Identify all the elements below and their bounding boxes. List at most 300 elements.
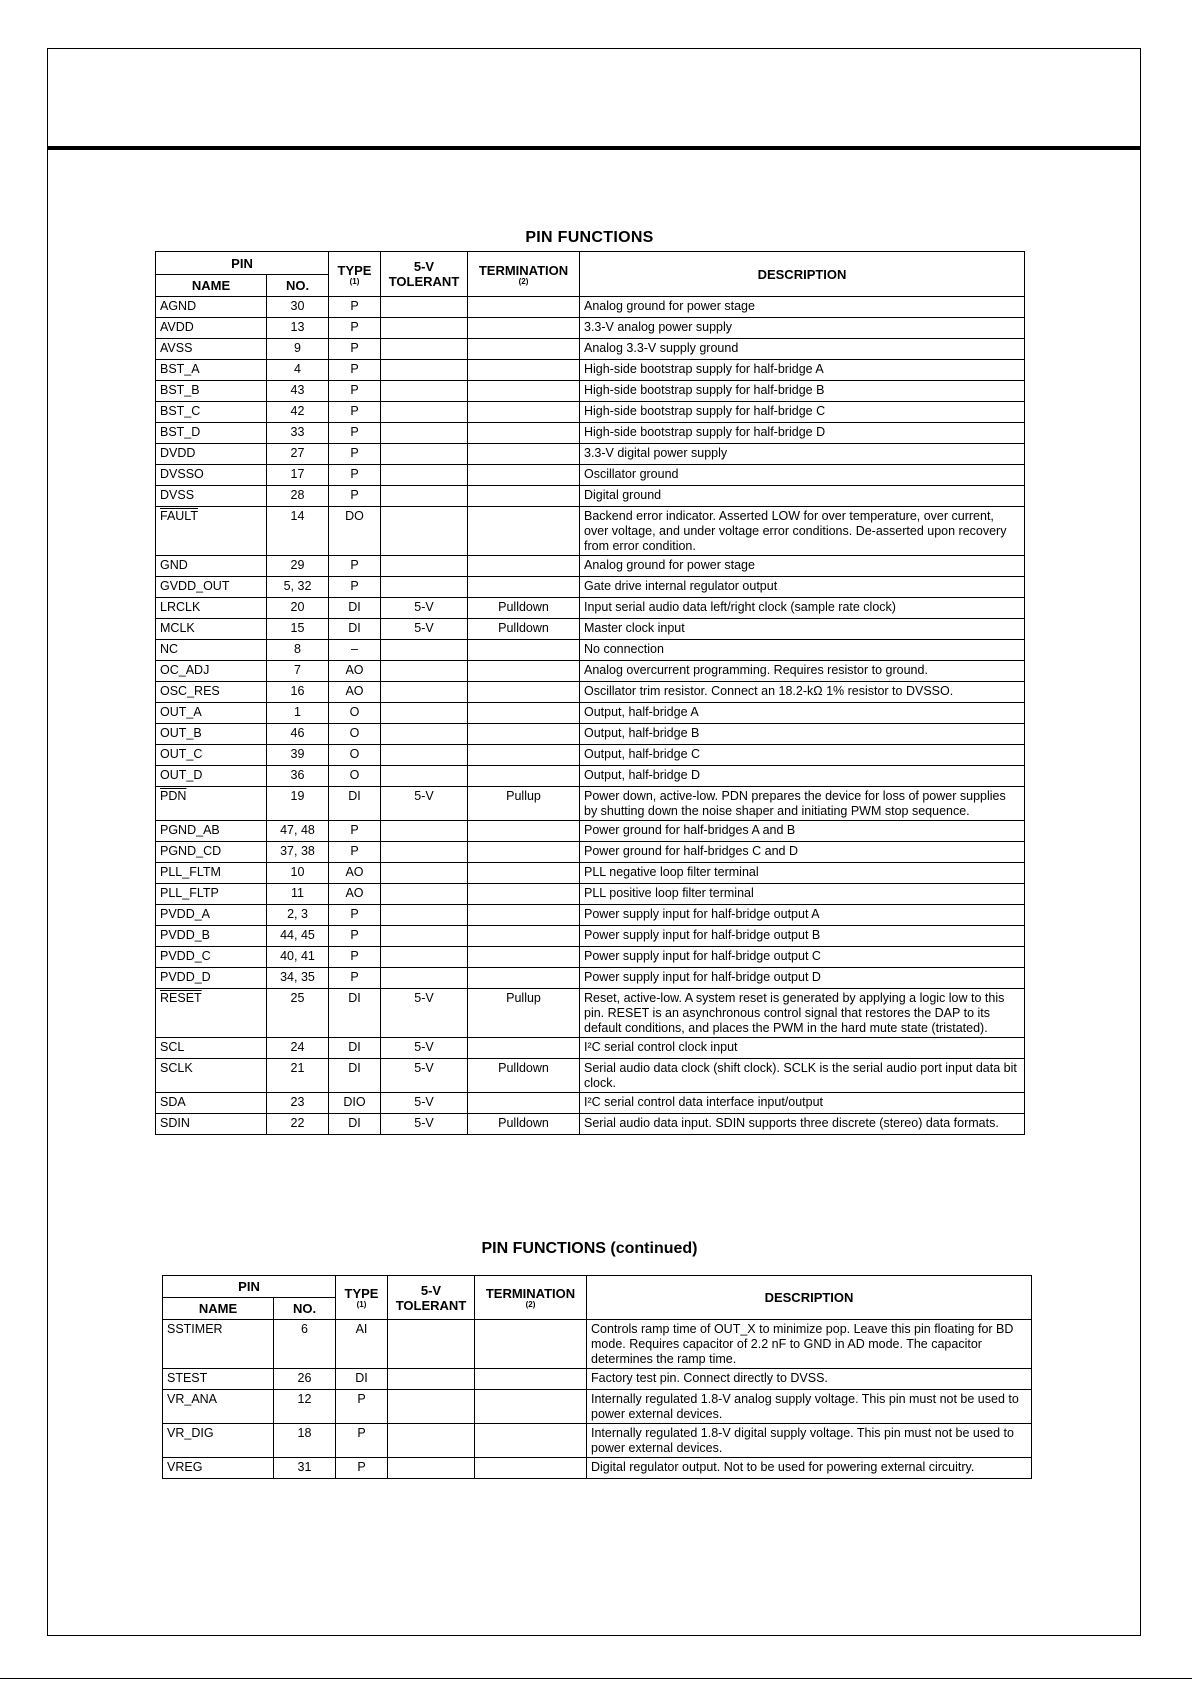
- description-cell: Factory test pin. Connect directly to DVSS.: [587, 1369, 1032, 1390]
- pin-number-cell: 28: [267, 486, 329, 507]
- table-row: [156, 745, 1025, 766]
- pin-name-cell: BST_B: [156, 381, 267, 402]
- tolerant-cell: [381, 297, 468, 318]
- tolerant-cell: [381, 863, 468, 884]
- tolerant-cell: [381, 556, 468, 577]
- header-name: NAME: [163, 1298, 274, 1320]
- description-cell: Power ground for half-bridges C and D: [580, 842, 1025, 863]
- tolerant-cell: [388, 1320, 475, 1369]
- pin-type-cell: DI: [329, 598, 381, 619]
- pin-number-cell: 22: [267, 1114, 329, 1135]
- description-cell: 3.3-V analog power supply: [580, 318, 1025, 339]
- description-cell: Internally regulated 1.8-V digital supply voltage. This pin must not be used to power external devices.: [587, 1424, 1032, 1458]
- termination-cell: Pulldown: [468, 1114, 580, 1135]
- pin-number-cell: 47, 48: [267, 821, 329, 842]
- termination-cell: [468, 724, 580, 745]
- termination-cell: [475, 1424, 587, 1458]
- tolerant-cell: [381, 402, 468, 423]
- pin-type-cell: DI: [329, 619, 381, 640]
- table-row: [163, 1458, 1032, 1479]
- description-cell: Internally regulated 1.8-V analog supply voltage. This pin must not be used to power external devices.: [587, 1390, 1032, 1424]
- pin-number-cell: 5, 32: [267, 577, 329, 598]
- pin-type-cell: P: [329, 486, 381, 507]
- pin-type-cell: P: [329, 423, 381, 444]
- pin-name-cell: OUT_D: [156, 766, 267, 787]
- tolerant-cell: [381, 703, 468, 724]
- tolerant-cell: [381, 947, 468, 968]
- termination-cell: [468, 381, 580, 402]
- header-rule: [47, 146, 1141, 150]
- pin-number-cell: 9: [267, 339, 329, 360]
- tolerant-cell: 5-V: [381, 1114, 468, 1135]
- pin-name-cell: LRCLK: [156, 598, 267, 619]
- termination-cell: [468, 423, 580, 444]
- description-cell: Power supply input for half-bridge output A: [580, 905, 1025, 926]
- termination-cell: [468, 745, 580, 766]
- pin-name-cell: SDIN: [156, 1114, 267, 1135]
- table-row: [156, 821, 1025, 842]
- table-row: [156, 1038, 1025, 1059]
- table-row: [156, 787, 1025, 821]
- table-row: [156, 682, 1025, 703]
- description-cell: Reset, active-low. A system reset is generated by applying a logic low to this pin. RESET is an asynchronous control signal that restores the DAP to its default conditions, and places the PWM in the hard mute state (tristated).: [580, 989, 1025, 1038]
- tolerant-cell: [381, 318, 468, 339]
- pin-number-cell: 2, 3: [267, 905, 329, 926]
- tolerant-cell: [381, 444, 468, 465]
- tolerant-cell: [381, 486, 468, 507]
- tolerant-cell: [381, 465, 468, 486]
- table-row: [156, 640, 1025, 661]
- pin-type-cell: P: [329, 926, 381, 947]
- pin-type-cell: AO: [329, 884, 381, 905]
- termination-cell: Pulldown: [468, 619, 580, 640]
- table-row: [156, 402, 1025, 423]
- termination-cell: [468, 297, 580, 318]
- table-row: [156, 486, 1025, 507]
- pin-name-cell: DVSS: [156, 486, 267, 507]
- pin-type-cell: P: [329, 947, 381, 968]
- pin-number-cell: 26: [274, 1369, 336, 1390]
- pin-number-cell: 13: [267, 318, 329, 339]
- pin-type-cell: DIO: [329, 1093, 381, 1114]
- pin-name-cell: AVDD: [156, 318, 267, 339]
- table-row: [156, 1059, 1025, 1093]
- pin-type-cell: P: [329, 318, 381, 339]
- pin-type-cell: P: [329, 444, 381, 465]
- table-title: PIN FUNCTIONS: [525, 229, 654, 246]
- termination-cell: Pullup: [468, 787, 580, 821]
- termination-cell: [468, 444, 580, 465]
- description-cell: Power supply input for half-bridge output C: [580, 947, 1025, 968]
- description-cell: Gate drive internal regulator output: [580, 577, 1025, 598]
- table-row: [163, 1320, 1032, 1369]
- termination-cell: [468, 486, 580, 507]
- termination-cell: [468, 318, 580, 339]
- header-type: TYPE (1): [336, 1276, 388, 1320]
- table-row: [156, 968, 1025, 989]
- tolerant-cell: 5-V: [381, 619, 468, 640]
- termination-cell: Pulldown: [468, 1059, 580, 1093]
- description-cell: Output, half-bridge B: [580, 724, 1025, 745]
- tolerant-cell: [381, 905, 468, 926]
- termination-cell: [468, 842, 580, 863]
- pin-name-cell: DVSSO: [156, 465, 267, 486]
- termination-cell: [475, 1390, 587, 1424]
- table-row: [156, 339, 1025, 360]
- pin-type-cell: AI: [336, 1320, 388, 1369]
- pin-number-cell: 31: [274, 1458, 336, 1479]
- description-cell: I²C serial control clock input: [580, 1038, 1025, 1059]
- description-cell: Output, half-bridge A: [580, 703, 1025, 724]
- table-row: [156, 444, 1025, 465]
- pin-type-cell: DO: [329, 507, 381, 556]
- description-cell: Analog ground for power stage: [580, 297, 1025, 318]
- tolerant-cell: [381, 640, 468, 661]
- tolerant-cell: [381, 766, 468, 787]
- table-row: [156, 297, 1025, 318]
- pin-type-cell: DI: [329, 787, 381, 821]
- pin-name-cell: OUT_A: [156, 703, 267, 724]
- termination-cell: [468, 661, 580, 682]
- pin-name-cell: PLL_FLTM: [156, 863, 267, 884]
- tolerant-cell: [381, 724, 468, 745]
- pin-number-cell: 44, 45: [267, 926, 329, 947]
- table-row: [156, 703, 1025, 724]
- termination-cell: [468, 640, 580, 661]
- table-row: [156, 1093, 1025, 1114]
- tolerant-cell: 5-V: [381, 787, 468, 821]
- tolerant-cell: [381, 842, 468, 863]
- tolerant-cell: [388, 1390, 475, 1424]
- pin-name-cell: PVDD_D: [156, 968, 267, 989]
- pin-number-cell: 19: [267, 787, 329, 821]
- table-row: [156, 766, 1025, 787]
- pin-name-cell: PVDD_A: [156, 905, 267, 926]
- pin-number-cell: 36: [267, 766, 329, 787]
- description-cell: PLL negative loop filter terminal: [580, 863, 1025, 884]
- termination-cell: Pullup: [468, 989, 580, 1038]
- table-row: [156, 661, 1025, 682]
- pin-name-cell: SCL: [156, 1038, 267, 1059]
- description-cell: Power supply input for half-bridge output D: [580, 968, 1025, 989]
- tolerant-cell: [381, 661, 468, 682]
- pin-number-cell: 23: [267, 1093, 329, 1114]
- pin-type-cell: P: [329, 905, 381, 926]
- header-description: DESCRIPTION: [587, 1276, 1032, 1320]
- pin-type-cell: O: [329, 724, 381, 745]
- description-cell: Digital regulator output. Not to be used for powering external circuitry.: [587, 1458, 1032, 1479]
- pin-name-cell: $\overline{PDN}$: [156, 787, 267, 821]
- header-name: NAME: [156, 275, 267, 297]
- termination-cell: [475, 1458, 587, 1479]
- pin-name-cell: BST_C: [156, 402, 267, 423]
- pin-number-cell: 25: [267, 989, 329, 1038]
- pin-type-cell: P: [336, 1458, 388, 1479]
- description-cell: Serial audio data input. SDIN supports three discrete (stereo) data formats.: [580, 1114, 1025, 1135]
- tolerant-cell: 5-V: [381, 1059, 468, 1093]
- description-cell: High-side bootstrap supply for half-bridge B: [580, 381, 1025, 402]
- pin-number-cell: 14: [267, 507, 329, 556]
- table-row: [156, 619, 1025, 640]
- pin-type-cell: P: [329, 821, 381, 842]
- pin-number-cell: 33: [267, 423, 329, 444]
- termination-cell: [468, 926, 580, 947]
- header-no: NO.: [274, 1298, 336, 1320]
- bottom-rule: [0, 1678, 1192, 1679]
- table-row: [156, 724, 1025, 745]
- description-cell: Power ground for half-bridges A and B: [580, 821, 1025, 842]
- pin-number-cell: 21: [267, 1059, 329, 1093]
- pin-name-cell: RESET: [156, 989, 267, 1038]
- pin-type-cell: P: [336, 1424, 388, 1458]
- termination-cell: [468, 1093, 580, 1114]
- pin-type-cell: P: [329, 968, 381, 989]
- termination-cell: [468, 577, 580, 598]
- pin-type-cell: P: [329, 577, 381, 598]
- pin-type-cell: P: [329, 842, 381, 863]
- pin-number-cell: 29: [267, 556, 329, 577]
- termination-cell: [468, 339, 580, 360]
- pin-type-cell: AO: [329, 682, 381, 703]
- table-row: [156, 905, 1025, 926]
- pin-name-cell: PVDD_C: [156, 947, 267, 968]
- pin-number-cell: 17: [267, 465, 329, 486]
- tolerant-cell: [381, 423, 468, 444]
- header-termination: TERMINATION (2): [468, 252, 580, 297]
- header-description: DESCRIPTION: [580, 252, 1025, 297]
- termination-cell: [475, 1369, 587, 1390]
- description-cell: Oscillator trim resistor. Connect an 18.2-kΩ 1% resistor to DVSSO.: [580, 682, 1025, 703]
- pin-number-cell: 10: [267, 863, 329, 884]
- table-row: [156, 884, 1025, 905]
- pin-number-cell: 39: [267, 745, 329, 766]
- description-cell: Analog overcurrent programming. Requires resistor to ground.: [580, 661, 1025, 682]
- tolerant-cell: [388, 1424, 475, 1458]
- tolerant-cell: [388, 1458, 475, 1479]
- continued-title: PIN FUNCTIONS (continued): [481, 1240, 698, 1257]
- tolerant-cell: [381, 360, 468, 381]
- pin-name-cell: STEST: [163, 1369, 274, 1390]
- table-row: [156, 465, 1025, 486]
- description-cell: No connection: [580, 640, 1025, 661]
- description-cell: Power down, active-low. PDN prepares the device for loss of power supplies by shutting down the noise shaper and initiating PWM stop sequence.: [580, 787, 1025, 821]
- pin-type-cell: P: [329, 339, 381, 360]
- description-cell: Analog 3.3-V supply ground: [580, 339, 1025, 360]
- pin-functions-table-continued: [162, 1275, 1032, 1479]
- pin-name-cell: OC_ADJ: [156, 661, 267, 682]
- termination-cell: [468, 556, 580, 577]
- header-pin: PIN: [156, 252, 329, 275]
- termination-cell: [468, 821, 580, 842]
- table-row: [163, 1369, 1032, 1390]
- pin-type-cell: P: [329, 402, 381, 423]
- pin-number-cell: 40, 41: [267, 947, 329, 968]
- pin-name-cell: PVDD_B: [156, 926, 267, 947]
- pin-type-cell: O: [329, 745, 381, 766]
- table-row: [156, 947, 1025, 968]
- termination-cell: Pulldown: [468, 598, 580, 619]
- description-cell: I²C serial control data interface input/output: [580, 1093, 1025, 1114]
- description-cell: Digital ground: [580, 486, 1025, 507]
- pin-type-cell: P: [329, 381, 381, 402]
- description-cell: PLL positive loop filter terminal: [580, 884, 1025, 905]
- pin-number-cell: 15: [267, 619, 329, 640]
- pin-number-cell: 12: [274, 1390, 336, 1424]
- table-row: [156, 556, 1025, 577]
- description-cell: Power supply input for half-bridge output B: [580, 926, 1025, 947]
- pin-type-cell: –: [329, 640, 381, 661]
- table-row: [156, 1114, 1025, 1135]
- termination-cell: [468, 1038, 580, 1059]
- pin-number-cell: 30: [267, 297, 329, 318]
- tolerant-cell: [381, 577, 468, 598]
- tolerant-cell: [381, 381, 468, 402]
- tolerant-cell: [381, 339, 468, 360]
- pin-name-cell: OSC_RES: [156, 682, 267, 703]
- table-row: [156, 842, 1025, 863]
- tolerant-cell: [381, 745, 468, 766]
- table-row: [156, 577, 1025, 598]
- pin-name-cell: VR_DIG: [163, 1424, 274, 1458]
- pin-name-cell: SSTIMER: [163, 1320, 274, 1369]
- pin-name-cell: MCLK: [156, 619, 267, 640]
- pin-type-cell: O: [329, 766, 381, 787]
- termination-cell: [468, 703, 580, 724]
- header-tolerant: 5-V TOLERANT: [381, 252, 468, 297]
- tolerant-cell: 5-V: [381, 989, 468, 1038]
- table-row: [156, 863, 1025, 884]
- table-row: [156, 507, 1025, 556]
- pin-number-cell: 24: [267, 1038, 329, 1059]
- table-row: [156, 598, 1025, 619]
- table-row: [163, 1390, 1032, 1424]
- pin-number-cell: 27: [267, 444, 329, 465]
- header-termination: TERMINATION (2): [475, 1276, 587, 1320]
- pin-number-cell: 37, 38: [267, 842, 329, 863]
- pin-number-cell: 6: [274, 1320, 336, 1369]
- tolerant-cell: [381, 884, 468, 905]
- tolerant-cell: [381, 682, 468, 703]
- termination-cell: [468, 947, 580, 968]
- pin-name-cell: FAULT: [156, 507, 267, 556]
- pin-name-cell: BST_A: [156, 360, 267, 381]
- tolerant-cell: [381, 968, 468, 989]
- pin-number-cell: 18: [274, 1424, 336, 1458]
- pin-type-cell: AO: [329, 863, 381, 884]
- pin-type-cell: DI: [329, 1059, 381, 1093]
- header-type: TYPE (1): [329, 252, 381, 297]
- termination-cell: [468, 402, 580, 423]
- termination-cell: [468, 884, 580, 905]
- description-cell: Serial audio data clock (shift clock). SCLK is the serial audio port input data bit clock.: [580, 1059, 1025, 1093]
- pin-number-cell: 8: [267, 640, 329, 661]
- description-cell: Backend error indicator. Asserted LOW for over temperature, over current, over voltage, and under voltage error conditions. De-asserted upon recovery from error condition.: [580, 507, 1025, 556]
- pin-type-cell: O: [329, 703, 381, 724]
- tolerant-cell: [381, 821, 468, 842]
- pin-type-cell: P: [329, 360, 381, 381]
- pin-number-cell: 43: [267, 381, 329, 402]
- pin-name-cell: PLL_FLTP: [156, 884, 267, 905]
- pin-functions-table: [155, 251, 1025, 1135]
- pin-name-cell: SDA: [156, 1093, 267, 1114]
- pin-name-cell: GVDD_OUT: [156, 577, 267, 598]
- termination-cell: [468, 905, 580, 926]
- description-cell: Output, half-bridge D: [580, 766, 1025, 787]
- pin-type-cell: DI: [336, 1369, 388, 1390]
- termination-cell: [468, 507, 580, 556]
- description-cell: Input serial audio data left/right clock (sample rate clock): [580, 598, 1025, 619]
- description-cell: 3.3-V digital power supply: [580, 444, 1025, 465]
- tolerant-cell: [381, 507, 468, 556]
- pin-number-cell: 46: [267, 724, 329, 745]
- pin-name-cell: SCLK: [156, 1059, 267, 1093]
- table-row: [156, 989, 1025, 1038]
- pin-number-cell: 7: [267, 661, 329, 682]
- pin-name-cell: DVDD: [156, 444, 267, 465]
- tolerant-cell: 5-V: [381, 598, 468, 619]
- pin-name-cell: AGND: [156, 297, 267, 318]
- pin-name-cell: NC: [156, 640, 267, 661]
- pin-name-cell: VREG: [163, 1458, 274, 1479]
- table-row: [156, 318, 1025, 339]
- pin-number-cell: 34, 35: [267, 968, 329, 989]
- tolerant-cell: [388, 1369, 475, 1390]
- pin-name-cell: VR_ANA: [163, 1390, 274, 1424]
- description-cell: Analog ground for power stage: [580, 556, 1025, 577]
- pin-type-cell: DI: [329, 1038, 381, 1059]
- table-row: [156, 360, 1025, 381]
- pin-name-cell: PGND_AB: [156, 821, 267, 842]
- description-cell: Master clock input: [580, 619, 1025, 640]
- table-row: [156, 423, 1025, 444]
- pin-number-cell: 42: [267, 402, 329, 423]
- pin-name-cell: AVSS: [156, 339, 267, 360]
- pin-name-cell: PGND_CD: [156, 842, 267, 863]
- pin-number-cell: 20: [267, 598, 329, 619]
- pin-type-cell: P: [329, 297, 381, 318]
- description-cell: High-side bootstrap supply for half-bridge D: [580, 423, 1025, 444]
- pin-type-cell: AO: [329, 661, 381, 682]
- table-row: [156, 381, 1025, 402]
- termination-cell: [468, 465, 580, 486]
- pin-type-cell: DI: [329, 989, 381, 1038]
- termination-cell: [468, 682, 580, 703]
- description-cell: High-side bootstrap supply for half-bridge C: [580, 402, 1025, 423]
- termination-cell: [468, 360, 580, 381]
- pin-number-cell: 4: [267, 360, 329, 381]
- pin-type-cell: P: [329, 556, 381, 577]
- table-row: [156, 926, 1025, 947]
- pin-name-cell: BST_D: [156, 423, 267, 444]
- description-cell: Controls ramp time of OUT_X to minimize pop. Leave this pin floating for BD mode. Requires capacitor of 2.2 nF to GND in AD mode. The capacitor determines the ramp time.: [587, 1320, 1032, 1369]
- header-no: NO.: [267, 275, 329, 297]
- pin-type-cell: P: [336, 1390, 388, 1424]
- tolerant-cell: 5-V: [381, 1038, 468, 1059]
- pin-number-cell: 11: [267, 884, 329, 905]
- description-cell: Output, half-bridge C: [580, 745, 1025, 766]
- description-cell: High-side bootstrap supply for half-bridge A: [580, 360, 1025, 381]
- pin-type-cell: P: [329, 465, 381, 486]
- termination-cell: [468, 766, 580, 787]
- termination-cell: [468, 968, 580, 989]
- pin-number-cell: 1: [267, 703, 329, 724]
- table-row: [163, 1424, 1032, 1458]
- description-cell: Oscillator ground: [580, 465, 1025, 486]
- termination-cell: [475, 1320, 587, 1369]
- pin-number-cell: 16: [267, 682, 329, 703]
- header-tolerant: 5-V TOLERANT: [388, 1276, 475, 1320]
- tolerant-cell: 5-V: [381, 1093, 468, 1114]
